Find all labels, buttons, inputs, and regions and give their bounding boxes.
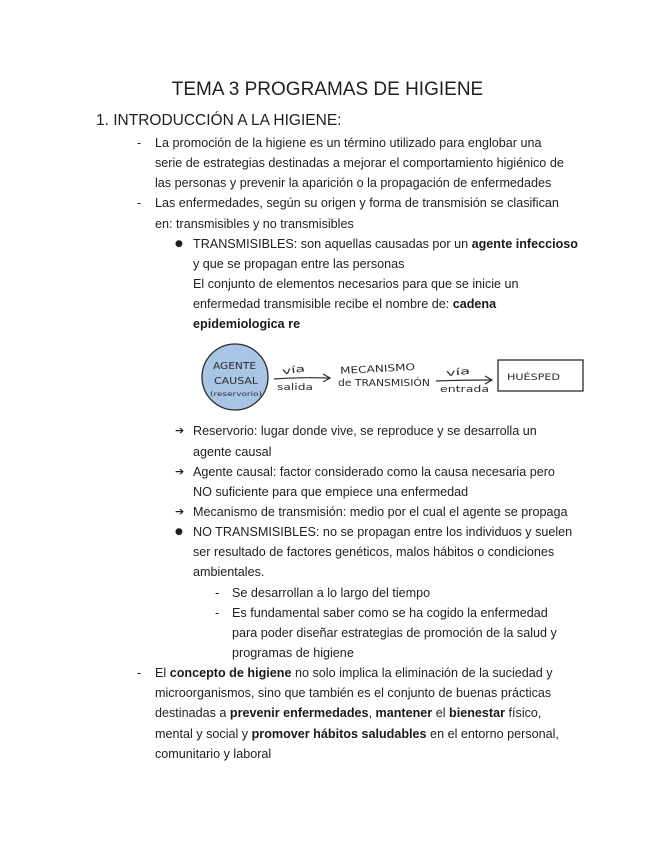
text-run: TRANSMISIBLES: son aquellas causadas por un (193, 236, 472, 251)
exit-arrow-shaft (274, 378, 329, 379)
list-item-agente-causal (0, 462, 655, 502)
list-item-desarrollo (0, 583, 655, 603)
entry-route-label-bottom: entrada (440, 385, 489, 396)
text-line (193, 234, 655, 254)
bold-run: promover hábitos saludables (251, 726, 427, 741)
text-line: microorganismos, sino que también es el conjunto de buenas prácticas (155, 686, 552, 701)
dash-bullet: - (137, 196, 142, 211)
text-line: Reservorio: lugar donde vive, se reproduce y se desarrolla un (193, 424, 537, 439)
list-item-clasificacion (0, 193, 655, 233)
list-item-transmisibles (0, 234, 655, 335)
list-item-mecanismo (0, 502, 655, 522)
bold-run: agente infeccioso (471, 236, 578, 251)
text-line: El conjunto de elementos necesarios para que se inicie un (193, 276, 519, 291)
text-line (193, 294, 655, 314)
exit-route-arrow (274, 365, 330, 394)
text-line: para poder diseñar estrategias de promoción de la salud y (232, 625, 557, 640)
entry-route-label-top: vía (445, 368, 460, 380)
agent-label-line3: (reservorio) (210, 390, 262, 399)
mechanism-label-line2: de TRANSMISIÓN (338, 378, 419, 390)
list-item-no-transmisibles (0, 522, 655, 582)
text-line: Mecanismo de transmisión: medio por el cual el agente se propaga (193, 504, 568, 519)
arrow-bullet: ➔ (175, 504, 185, 518)
entry-arrow-shaft (436, 380, 491, 381)
dash-bullet: - (137, 666, 142, 681)
agent-node (202, 344, 268, 410)
text-line: La promoción de la higiene es un término utilizado para englobar una (155, 136, 542, 150)
text-line: comunitario y laboral (155, 746, 272, 761)
text-line: Se desarrollan a lo largo del tiempo (232, 585, 431, 600)
text-line (155, 724, 655, 744)
list-item-fundamental (0, 603, 655, 663)
text-line: Agente causal: factor considerado como la causa necesaria pero (193, 464, 555, 479)
dot-bullet: ● (175, 238, 183, 249)
epidemiological-chain-diagram (0, 334, 655, 421)
text-line (155, 703, 655, 723)
list-item-promocion (0, 133, 655, 193)
text-line: las personas y prevenir la aparición o la propagación de enfermedades (155, 176, 552, 191)
mechanism-label-line1: MECANISMO (339, 363, 400, 378)
text-line: ser resultado de factores genéticos, malos hábitos o condiciones (193, 545, 555, 560)
exit-route-label-bottom: salida (277, 383, 313, 394)
host-label: HUÉSPED (507, 373, 548, 384)
text-line: Las enfermedades, según su origen y forma de transmisión se clasifican (155, 196, 559, 211)
exit-route-label-top: vía (281, 366, 297, 378)
text-run: el (432, 706, 450, 721)
text-run: enfermedad transmisible recibe el nombre de: (193, 297, 453, 312)
bold-run: cadena (452, 297, 497, 312)
document-title: TEMA 3 PROGRAMAS DE HIGIENE (171, 79, 484, 100)
text-run: no solo implica la eliminación de la suciedad y (291, 666, 553, 681)
arrow-bullet: ➔ (175, 424, 185, 438)
text-run: , (368, 706, 376, 721)
text-line: NO TRANSMISIBLES: no se propagan entre los individuos y suelen (193, 525, 573, 540)
text-line: Es fundamental saber como se ha cogido la enfermedad (232, 605, 548, 620)
agent-label-line1: AGENTE (213, 361, 256, 373)
text-line (193, 314, 655, 334)
text-line: y que se propagan entre las personas (193, 256, 405, 271)
list-item-reservorio (0, 421, 655, 461)
dash-bullet: - (215, 605, 220, 620)
agent-label-line2: CAUSAL (214, 376, 259, 388)
text-run: mental y social y (155, 726, 252, 741)
bold-run: bienestar (449, 706, 506, 721)
dot-bullet: ● (175, 527, 183, 538)
text-line: en: transmisibles y no transmisibles (155, 216, 354, 231)
text-line: NO suficiente para que empiece una enfermedad (193, 484, 469, 499)
text-line: ambientales. (193, 565, 265, 580)
text-line: programas de higiene (232, 645, 354, 660)
bold-run: epidemiologica re (193, 317, 301, 332)
dash-bullet: - (137, 136, 142, 150)
dash-bullet: - (215, 585, 220, 600)
text-line: serie de estrategias destinadas a mejorar el comportamiento higiénico de (155, 156, 564, 171)
text-run: físico, (505, 706, 542, 721)
host-node (498, 360, 583, 391)
list-item-concepto-higiene (0, 663, 655, 764)
mechanism-node (338, 362, 430, 389)
bold-run: prevenir enfermedades (229, 706, 369, 721)
section-body (0, 133, 655, 764)
bold-run: concepto de higiene (169, 666, 292, 681)
text-run: en el entorno personal, (426, 726, 559, 741)
section-heading: 1. INTRODUCCIÓN A LA HIGIENE: (96, 112, 342, 129)
text-line (155, 663, 655, 683)
entry-route-arrow (436, 367, 492, 395)
bold-run: mantener (375, 706, 433, 721)
text-line: agente causal (193, 444, 272, 459)
text-run: destinadas a (155, 706, 230, 721)
arrow-bullet: ➔ (175, 464, 185, 478)
text-run: El (155, 666, 170, 681)
